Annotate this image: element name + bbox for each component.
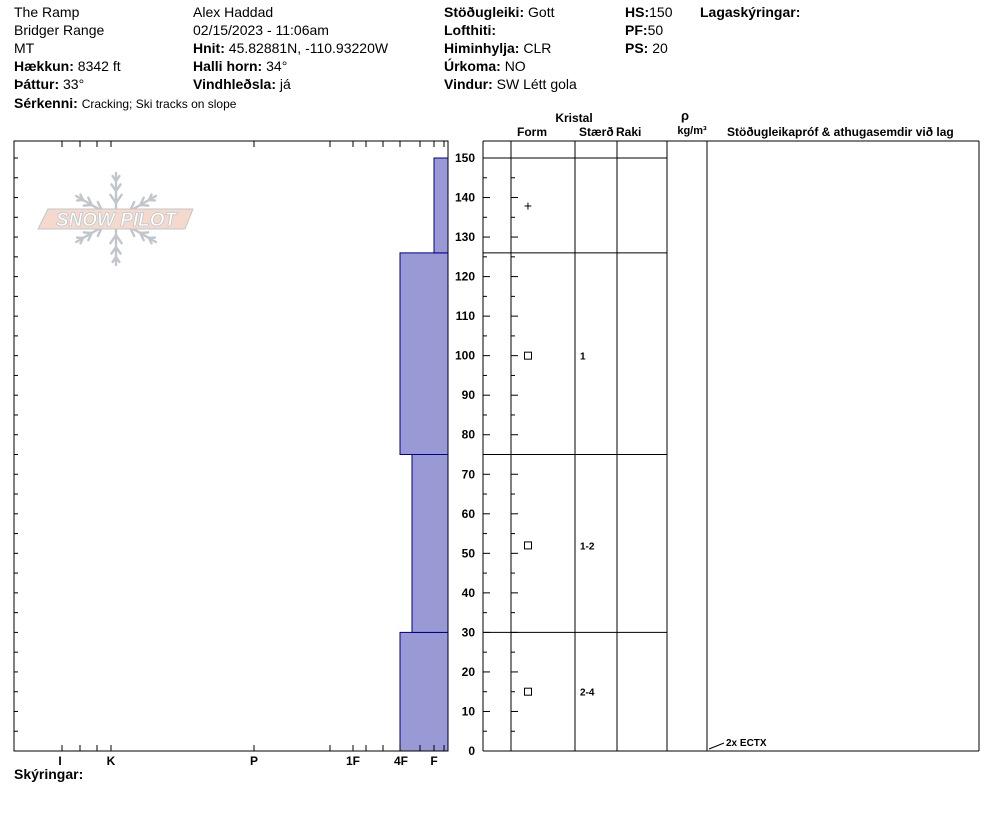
hardness-plot-frame bbox=[14, 141, 448, 751]
range-name: Bridger Range bbox=[14, 22, 105, 38]
depth-tick-label: 40 bbox=[461, 585, 475, 600]
precip-label: Úrkoma: bbox=[444, 58, 501, 74]
hs-label: HS: bbox=[625, 4, 650, 20]
hardness-tick-label: 1F bbox=[345, 754, 361, 768]
coords-label: Hnit: bbox=[193, 40, 225, 56]
air-temp-label: Lofthiti: bbox=[444, 22, 497, 38]
depth-tick-label: 100 bbox=[454, 348, 475, 363]
layer-table bbox=[483, 141, 979, 751]
slope-label: Halli horn: bbox=[193, 58, 263, 74]
snowpilot-logo bbox=[38, 173, 193, 265]
depth-tick-label: 50 bbox=[461, 546, 475, 561]
header-comments: Stöðugleikapróf & athugasemdir við lag bbox=[727, 125, 954, 139]
depth-tick-label: 20 bbox=[461, 664, 475, 679]
features-label: Sérkenni: bbox=[14, 95, 78, 111]
grain-form-symbol: + bbox=[523, 197, 533, 214]
hardness-tick-label: I bbox=[58, 754, 62, 768]
hardness-bars bbox=[400, 158, 448, 751]
location-name: The Ramp bbox=[14, 4, 80, 20]
hardness-tick-label: K bbox=[106, 754, 116, 768]
depth-tick-label: 120 bbox=[454, 269, 475, 284]
header-rho: ρ bbox=[680, 108, 690, 123]
pf-value: 50 bbox=[647, 22, 664, 38]
slope-value: 34° bbox=[266, 58, 288, 74]
notes-label: Skýringar: bbox=[14, 766, 84, 782]
stability-value: Gott bbox=[528, 4, 555, 20]
hardness-bar bbox=[400, 253, 448, 455]
grain-size-label: 2-4 bbox=[580, 687, 595, 699]
header-density-unit: kg/m³ bbox=[677, 125, 707, 137]
depth-tick-label: 60 bbox=[461, 506, 475, 521]
hardness-bar bbox=[412, 455, 448, 633]
wind-loading-value: já bbox=[279, 76, 291, 92]
hardness-bar bbox=[400, 632, 448, 751]
hs-value: 150 bbox=[649, 4, 673, 20]
depth-tick-label: 10 bbox=[461, 704, 475, 719]
elevation-label: Hækkun: bbox=[14, 58, 74, 74]
header-size: Stærð bbox=[579, 125, 614, 139]
grain-form-square bbox=[525, 352, 532, 359]
depth-tick-label: 90 bbox=[461, 388, 475, 403]
depth-tick-label: 0 bbox=[468, 744, 475, 758]
grain-size-label: 1-2 bbox=[580, 541, 595, 553]
depth-tick-label: 150 bbox=[454, 151, 475, 165]
test-pointer bbox=[709, 743, 724, 749]
layer-notes-label: Lagaskýringar: bbox=[700, 4, 801, 20]
aspect-label: Þáttur: bbox=[14, 76, 60, 92]
ps-label: PS: bbox=[625, 40, 649, 56]
observation-datetime: 02/15/2023 - 11:06am bbox=[193, 22, 329, 38]
logo-text: SNOW PILOT bbox=[55, 210, 177, 231]
depth-tick-label: 80 bbox=[461, 427, 475, 442]
depth-tick-label: 110 bbox=[455, 309, 475, 324]
grain-form-square bbox=[525, 542, 532, 549]
hardness-tick-label: F bbox=[430, 754, 438, 768]
test-label: 2x ECTX bbox=[726, 738, 767, 749]
sky-value: CLR bbox=[523, 40, 552, 56]
observer-name: Alex Haddad bbox=[193, 4, 274, 20]
hardness-tick-label: 4F bbox=[393, 754, 409, 768]
coords-value: 45.82881N, -110.93220W bbox=[228, 40, 389, 56]
features-value: Cracking; Ski tracks on slope bbox=[81, 97, 237, 111]
grain-entries bbox=[524, 197, 595, 698]
header-crystal: Kristal bbox=[555, 111, 593, 125]
hardness-tick-label: P bbox=[249, 754, 259, 768]
hardness-bar bbox=[434, 158, 448, 253]
precip-value: NO bbox=[504, 58, 526, 74]
sky-label: Himinhylja: bbox=[444, 40, 520, 56]
wind-loading-label: Vindhleðsla: bbox=[193, 76, 276, 92]
grain-form-square bbox=[525, 688, 532, 695]
depth-tick-label: 130 bbox=[454, 230, 475, 245]
depth-tick-label: 70 bbox=[461, 467, 475, 482]
stability-tests bbox=[709, 738, 767, 749]
grain-size-label: 1 bbox=[580, 351, 586, 363]
ps-value: 20 bbox=[652, 40, 668, 56]
snowflake-branch bbox=[140, 205, 148, 206]
state-name: MT bbox=[14, 40, 35, 56]
stability-label: Stöðugleiki: bbox=[444, 4, 525, 20]
wind-value: SW Létt gola bbox=[496, 76, 577, 92]
elevation-value: 8342 ft bbox=[77, 58, 121, 74]
aspect-value: 33° bbox=[63, 76, 85, 92]
depth-tick-label: 30 bbox=[461, 625, 475, 640]
hardness-axis bbox=[14, 141, 444, 768]
header-moisture: Raki bbox=[616, 125, 642, 139]
wind-label: Vindur: bbox=[444, 76, 493, 92]
header-form: Form bbox=[517, 125, 547, 139]
snowflake-branch bbox=[84, 232, 92, 233]
depth-tick-label: 140 bbox=[454, 190, 475, 205]
pf-label: PF: bbox=[625, 22, 648, 38]
